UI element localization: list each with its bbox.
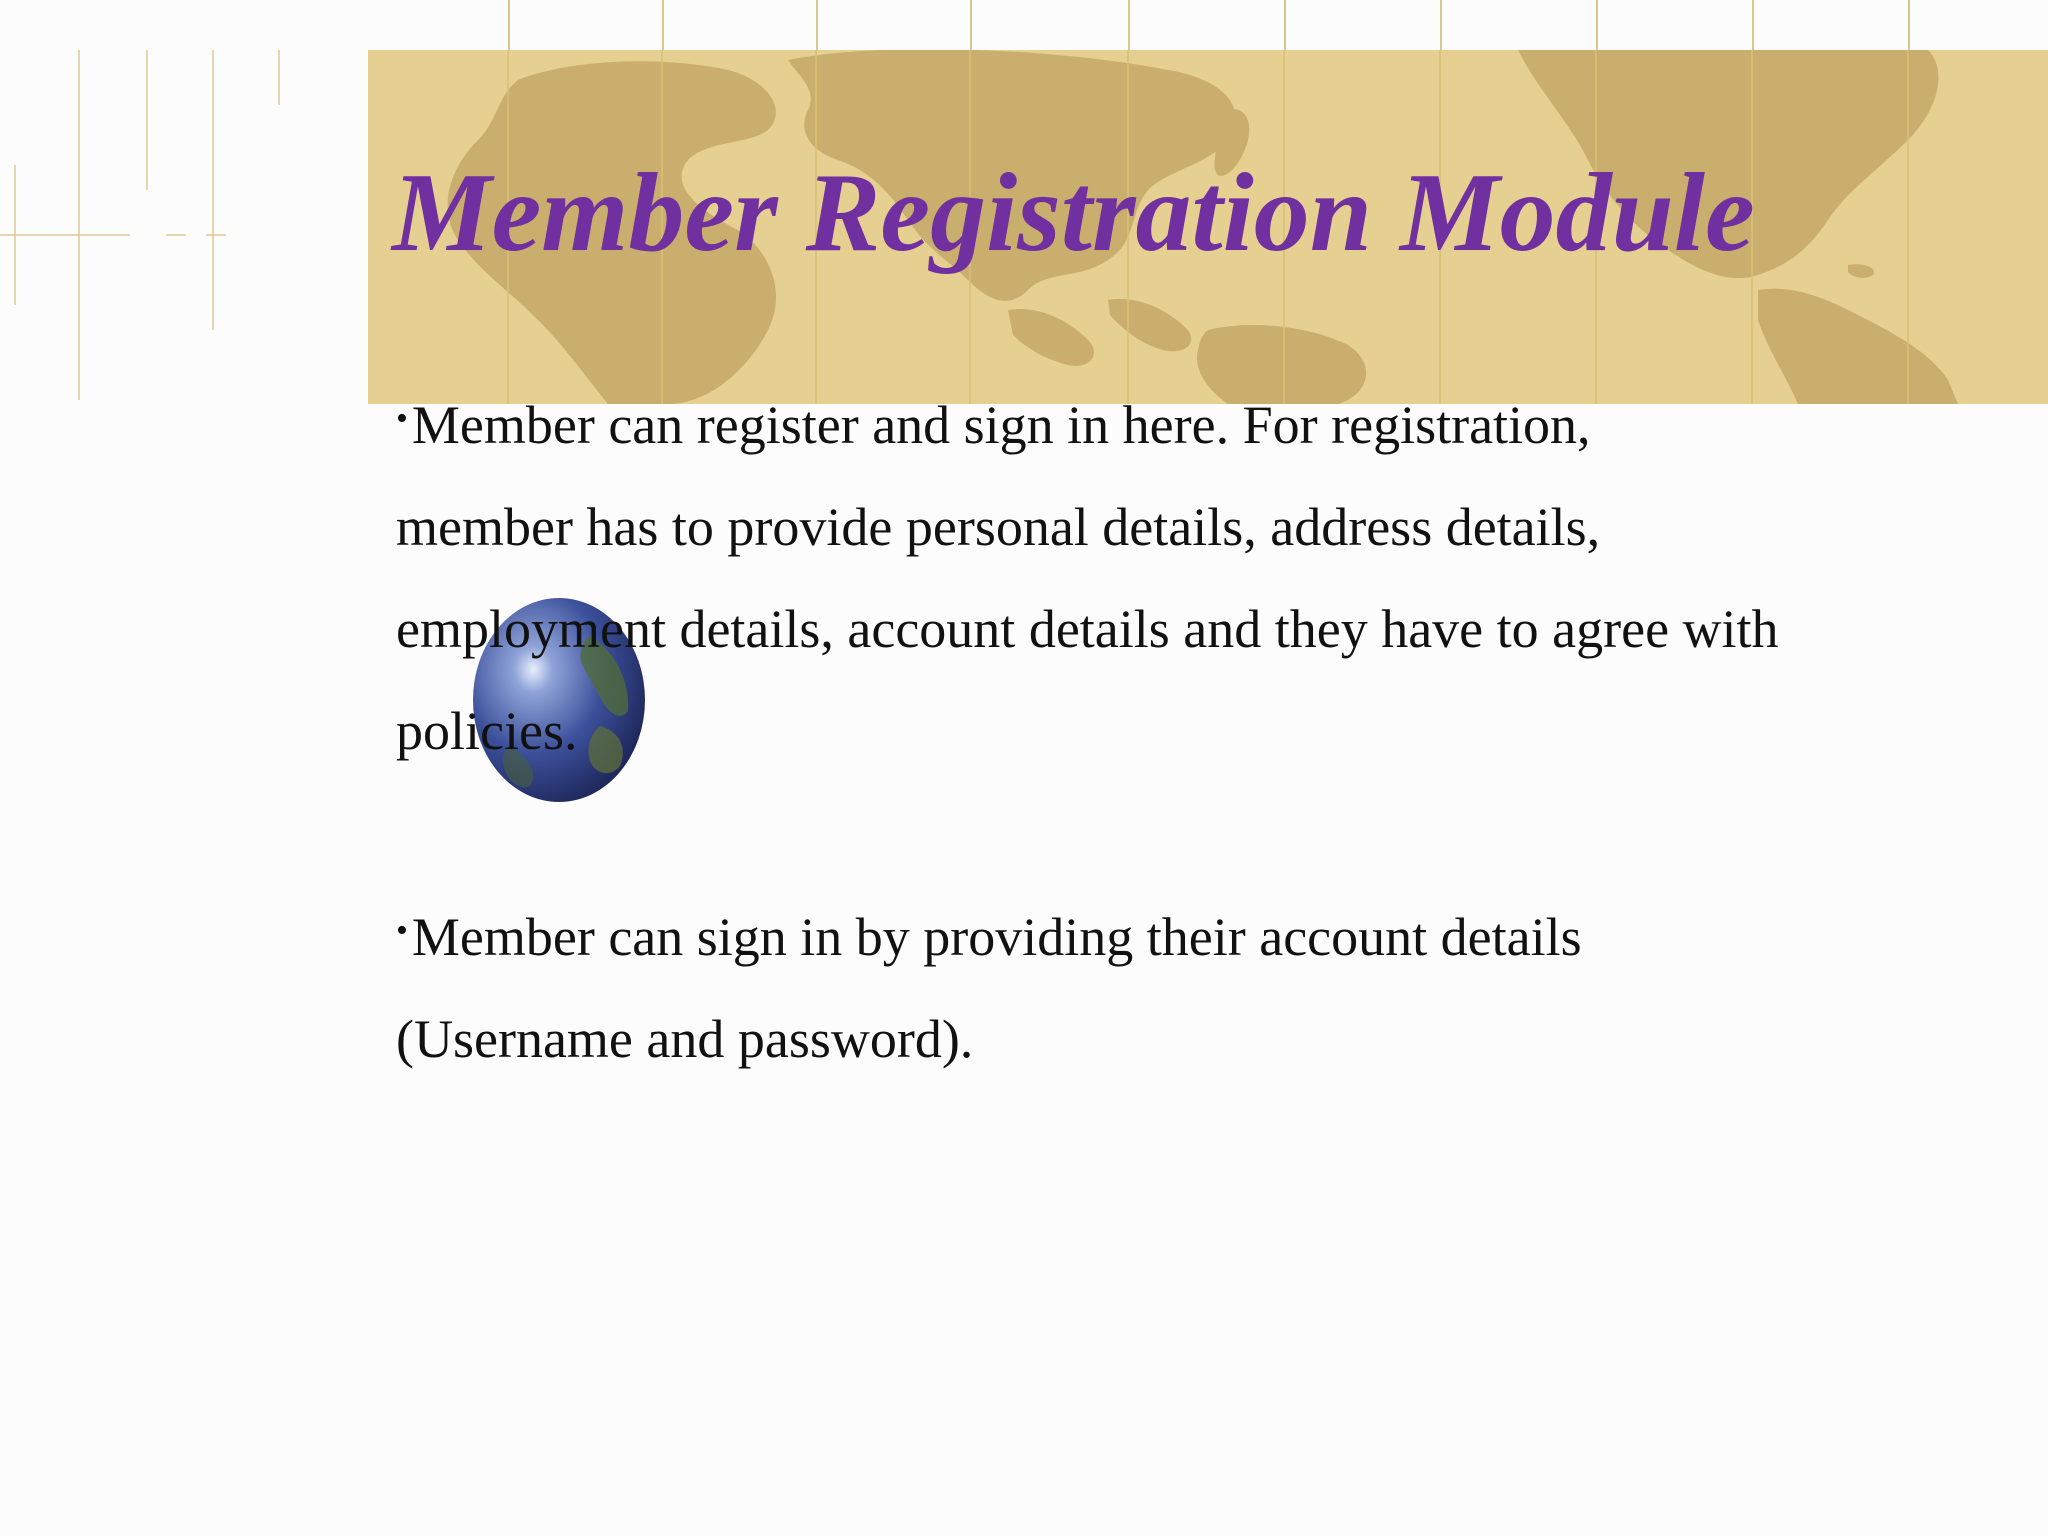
- bullet-line: (Username and password).: [396, 1009, 974, 1069]
- bullet-line: member has to provide personal details, address details,: [396, 497, 1601, 557]
- bullet-line: •Member can sign in by providing their account details: [396, 907, 1582, 967]
- bullet-line: policies.: [396, 701, 578, 761]
- bullet-marker: •: [396, 912, 408, 949]
- bullet-item: [396, 880, 1956, 1090]
- bullet-item: [396, 368, 1956, 782]
- bullet-line: •Member can register and sign in here. For registration,: [396, 395, 1591, 455]
- bullet-line: employment details, account details and they have to agree with: [396, 599, 1779, 659]
- bullet-marker: •: [396, 400, 408, 437]
- page-title: Member Registration Module: [392, 151, 1755, 275]
